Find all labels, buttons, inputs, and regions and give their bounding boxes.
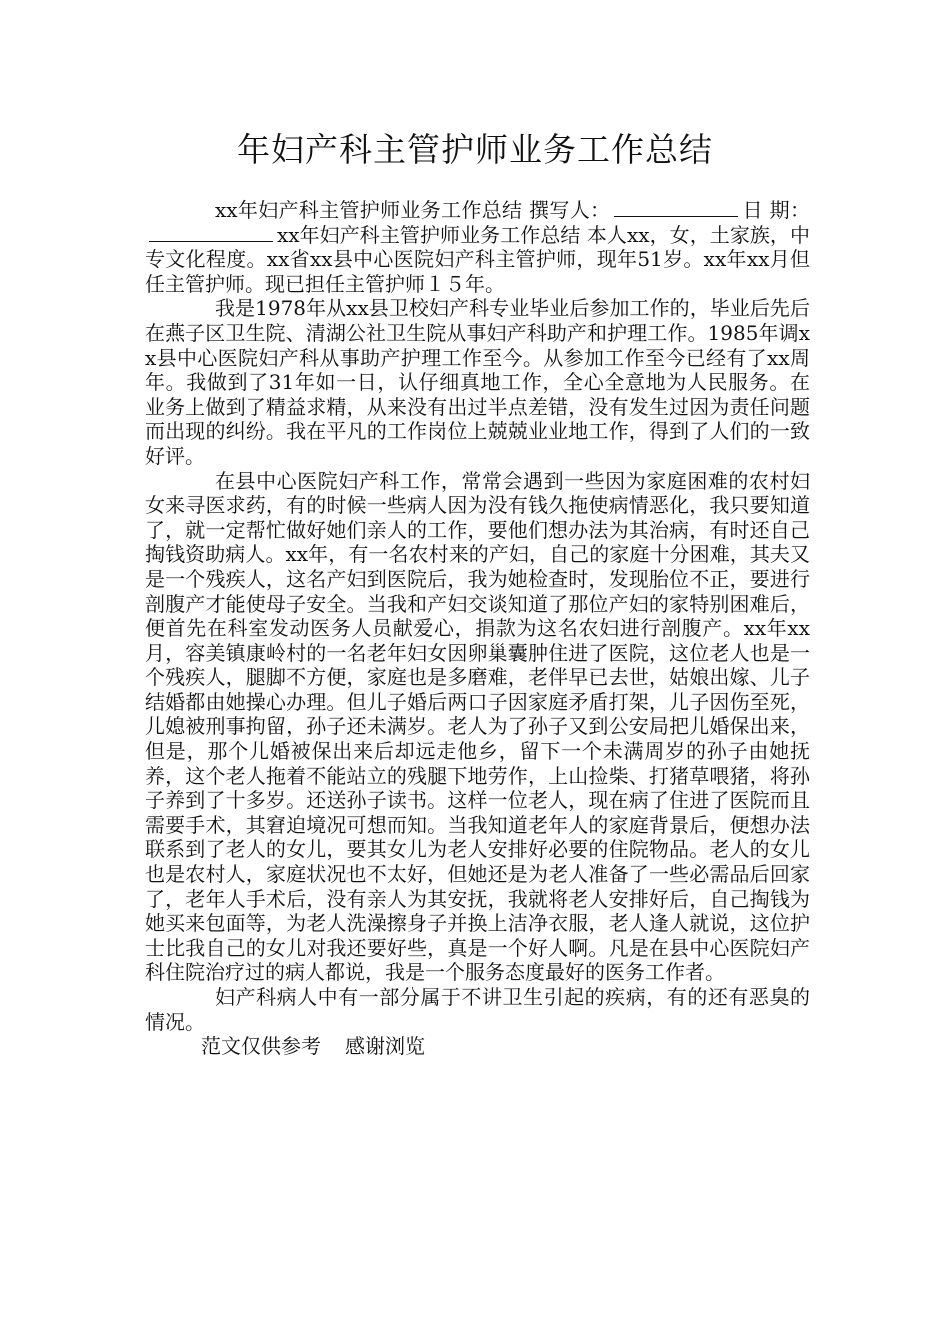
date-blank (149, 223, 273, 242)
author-blank (614, 198, 738, 217)
header-line-1: xx年妇产科主管护师业务工作总结 撰写人： (215, 198, 611, 222)
paragraph-2: 在县中心医院妇产科工作，常常会遇到一些因为家庭困难的农村妇女来寻医求药，有的时候一些病人因为没有钱久拖使病情恶化，我只要知道了，就一定帮忙做好她们亲人的工作，要他们想办法为其治病，有时还自己掏钱资助病人。xx年，有一名农村来的产妇，自己的家庭十分困难，其夫又是一个残疾人，这名产妇到医院后，我为她检查时，发现胎位不正，要进行剖腹产才能使母子安全。当我和产妇交谈知道了那位产妇的家特别困难后，便首先在科室发动医务人员献爱心，捐款为这名农妇进行剖腹产。xx年xx月，容美镇康岭村的一名老年妇女因卵巢囊肿住进了医院，这位老人也是一个残疾人，腿脚不方便，家庭也是多磨难，老伴早已去世，姑娘出嫁、儿子结婚都由她操心办理。但儿子婚后两口子因家庭矛盾打架，儿子因伤至死，儿媳被刑事拘留，孙子还未满岁。老人为了孙子又到公安局把儿婚保出来，但是，那个儿婚被保出来后却远走他乡，留下一个未满周岁的孙子由她抚养，这个老人拖着不能站立的残腿下地劳作，上山捡柴、打猪草喂猪，将孙子养到了十多岁。还送孙子读书。这样一位老人，现在病了住进了医院而且需要手术，其窘迫境况可想而知。当我知道老年人的家庭背景后，便想办法联系到了老人的女儿，要其女儿为老人安排好必要的住院物品。老人的女儿也是农村人，家庭状况也不太好，但她还是为老人准备了一些必需品后回家了，老年人手术后，没有亲人为其安抚，我就将老人安排好后，自己掏钱为她买来包面等，为老人洗澡擦身子并换上洁净衣服，老人逢人就说，这位护士比我自己的女儿对我还要好些，真是一个好人啊。凡是在县中心医院妇产科住院治疗过的病人都说，我是一个服务态度最好的医务工作者。 (145, 468, 810, 985)
header-paragraph (145, 198, 810, 296)
paragraph-3: 妇产科病人中有一部分属于不讲卫生引起的疾病，有的还有恶臭的情况。 (145, 985, 810, 1034)
document-body (145, 198, 810, 1059)
footer-right: 感谢浏览 (345, 1034, 425, 1059)
header-line-2: xx年妇产科主管护师业务工作总结 本人xx，女，土家族，中专文化程度。xx省xx县中心医院妇产科主管护师，现年51岁。xx年xx月但任主管护师。现已担任主管护师１５年。 (145, 222, 810, 296)
footer-left: 范文仅供参考 (201, 1034, 321, 1059)
header-date-label: 日 期： (742, 198, 811, 222)
footer-note (145, 1034, 810, 1059)
paragraph-1: 我是1978年从xx县卫校妇产科专业毕业后参加工作的，毕业后先后在燕子区卫生院、清湖公社卫生院从事妇产科助产和护理工作。1985年调xx县中心医院妇产科从事助产护理工作至今。从参加工作至今已经有了xx周年。我做到了31年如一日，认仔细真地工作，全心全意地为人民服务。在业务上做到了精益求精，从来没有出过半点差错，没有发生过因为责任问题而出现的纠纷。我在平凡的工作岗位上兢兢业业地工作，得到了人们的一致好评。 (145, 296, 810, 468)
document-title: 年妇产科主管护师业务工作总结 (237, 130, 713, 169)
